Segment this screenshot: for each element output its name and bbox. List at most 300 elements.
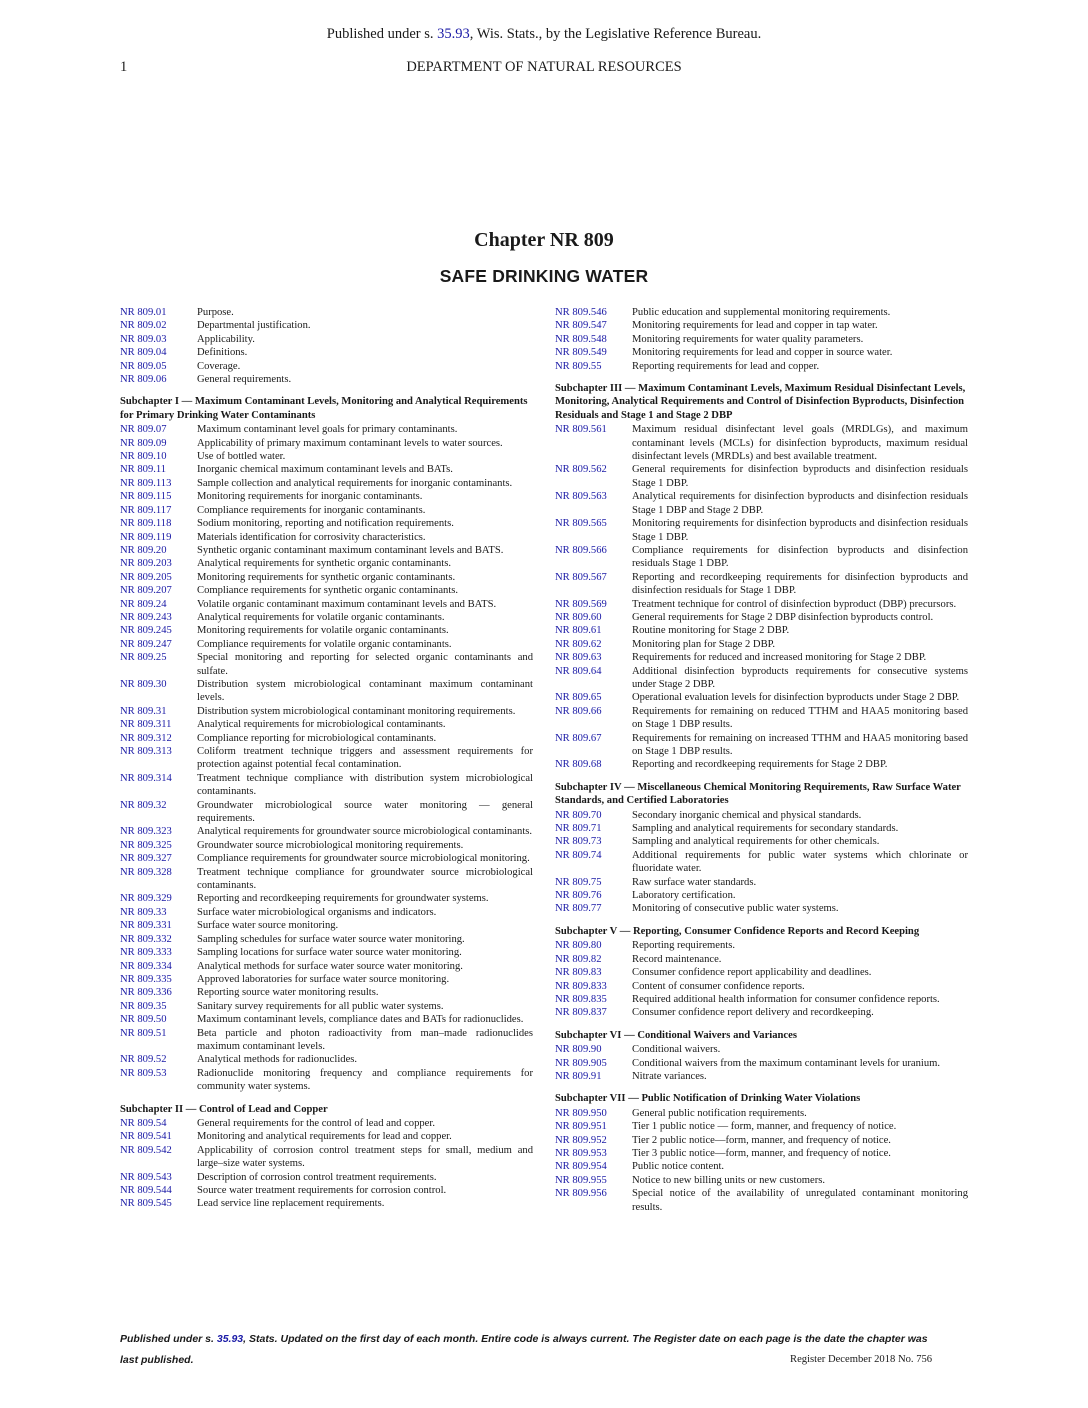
toc-entry bbox=[120, 306, 533, 319]
toc-entry bbox=[555, 306, 968, 319]
section-title: Public notice content. bbox=[632, 1161, 725, 1173]
section-link[interactable]: NR 809.05 bbox=[120, 360, 167, 372]
section-link[interactable]: NR 809.328 bbox=[120, 866, 172, 878]
section-link[interactable]: NR 809.67 bbox=[555, 732, 602, 744]
section-link[interactable]: NR 809.544 bbox=[120, 1185, 172, 1196]
section-link[interactable]: NR 809.203 bbox=[120, 558, 172, 570]
section-title: Analytical requirements for volatile organic contaminants. bbox=[197, 611, 445, 623]
toc-entry bbox=[555, 691, 968, 704]
section-link[interactable]: NR 809.90 bbox=[555, 1044, 602, 1056]
toc-entry bbox=[120, 1013, 533, 1026]
toc-entry bbox=[555, 889, 968, 902]
section-title: Monitoring and analytical requirements for lead and copper. bbox=[197, 1131, 452, 1143]
toc-entry bbox=[120, 373, 533, 386]
section-title: Sampling and analytical requirements for other chemicals. bbox=[632, 836, 880, 848]
section-title: Monitoring plan for Stage 2 DBP. bbox=[632, 638, 776, 650]
toc-entry bbox=[120, 1171, 533, 1184]
section-link[interactable]: NR 809.65 bbox=[555, 692, 602, 704]
section-title: Surface water microbiological organisms and indicators. bbox=[197, 906, 437, 918]
department-header: DEPARTMENT OF NATURAL RESOURCES bbox=[406, 59, 682, 75]
published-prefix: Published under s. bbox=[326, 26, 438, 42]
section-title: Surface water source monitoring. bbox=[197, 920, 339, 932]
section-link[interactable]: NR 809.11 bbox=[120, 464, 167, 476]
section-title: Requirements for remaining on increased TTHM and HAA5 monitoring based on Stage 1 DBP results. bbox=[632, 732, 968, 757]
section-link[interactable]: NR 809.566 bbox=[555, 544, 607, 556]
section-link[interactable]: NR 809.207 bbox=[120, 585, 172, 597]
toc-entry bbox=[120, 973, 533, 986]
section-title: Use of bottled water. bbox=[197, 451, 286, 463]
toc-entry bbox=[555, 1070, 968, 1083]
section-link[interactable]: NR 809.32 bbox=[120, 799, 167, 811]
section-title: Monitoring of consecutive public water systems. bbox=[632, 903, 839, 915]
section-title: Monitoring requirements for synthetic organic contaminants. bbox=[197, 571, 456, 583]
section-link[interactable]: NR 809.243 bbox=[120, 611, 172, 623]
section-link[interactable]: NR 809.03 bbox=[120, 333, 167, 345]
toc-entry bbox=[555, 1160, 968, 1173]
toc-entry bbox=[555, 953, 968, 966]
section-title: Sampling and analytical requirements for secondary standards. bbox=[632, 823, 899, 835]
toc-entry bbox=[120, 1067, 533, 1094]
section-link[interactable]: NR 809.60 bbox=[555, 611, 602, 623]
toc-entry bbox=[120, 1144, 533, 1171]
section-link[interactable]: NR 809.334 bbox=[120, 960, 172, 972]
toc-entry bbox=[555, 517, 968, 544]
section-title: Compliance requirements for volatile organic contaminants. bbox=[197, 638, 452, 650]
subchapter-heading: Subchapter I — Maximum Contaminant Levels, Monitoring and Analytical Requirements for Primary Drinking Water Contaminants bbox=[120, 396, 528, 421]
section-link[interactable]: NR 809.50 bbox=[120, 1014, 167, 1026]
toc-entry bbox=[555, 993, 968, 1006]
section-link[interactable]: NR 809.905 bbox=[555, 1057, 607, 1069]
section-title: Purpose. bbox=[197, 307, 234, 318]
section-title: Beta particle and photon radioactivity from man–made radionuclides maximum contaminant levels. bbox=[197, 1027, 533, 1052]
section-title: Analytical methods for surface water source water monitoring. bbox=[197, 960, 463, 972]
section-title: Public education and supplemental monitoring requirements. bbox=[632, 307, 891, 318]
section-title: Reporting requirements. bbox=[632, 940, 735, 952]
toc-entry bbox=[555, 809, 968, 822]
section-title: Additional requirements for public water systems which chlorinate or fluoridate water. bbox=[632, 849, 968, 875]
toc-entry bbox=[555, 571, 968, 598]
section-link[interactable]: NR 809.833 bbox=[555, 980, 607, 992]
toc-entry bbox=[555, 651, 968, 664]
toc-entry bbox=[120, 584, 533, 597]
section-title: Additional disinfection byproducts requirements for consecutive systems under Stage 2 DBP. bbox=[632, 665, 968, 690]
toc-entry bbox=[120, 1184, 533, 1197]
section-title: Special notice of the availability of unregulated contaminant monitoring results. bbox=[632, 1188, 968, 1213]
toc-entry bbox=[555, 939, 968, 952]
section-link[interactable]: NR 809.09 bbox=[120, 437, 167, 449]
section-link[interactable]: NR 809.91 bbox=[555, 1070, 602, 1082]
section-title: Distribution system microbiological contaminant maximum contaminant levels. bbox=[197, 678, 533, 704]
toc-entry bbox=[120, 504, 533, 517]
toc-entry bbox=[120, 571, 533, 584]
register-date: Register December 2018 No. 756 bbox=[790, 1354, 933, 1365]
section-link[interactable]: NR 809.835 bbox=[555, 993, 607, 1005]
section-link[interactable]: NR 809.118 bbox=[120, 518, 172, 530]
section-title: Secondary inorganic chemical and physical standards. bbox=[632, 809, 862, 821]
section-link[interactable]: NR 809.113 bbox=[120, 477, 172, 489]
toc-entry bbox=[120, 517, 533, 530]
section-title: Operational evaluation levels for disinfection byproducts under Stage 2 DBP. bbox=[632, 692, 960, 704]
section-link[interactable]: NR 809.953 bbox=[555, 1147, 607, 1159]
section-title: Analytical requirements for disinfection byproducts and disinfection residuals Stage 1 DBP and Stage 2 DBP. bbox=[632, 491, 968, 516]
subchapter-heading: Subchapter VI — Conditional Waivers and Variances bbox=[555, 1029, 797, 1041]
section-title: Departmental justification. bbox=[197, 320, 311, 332]
section-title: Routine monitoring for Stage 2 DBP. bbox=[632, 625, 790, 637]
section-link[interactable]: NR 809.567 bbox=[555, 571, 607, 583]
section-link[interactable]: NR 809.51 bbox=[120, 1027, 167, 1039]
toc-entry bbox=[120, 557, 533, 570]
toc-entry bbox=[555, 1006, 968, 1019]
section-link[interactable]: NR 809.66 bbox=[555, 705, 602, 717]
section-link[interactable]: NR 809.956 bbox=[555, 1188, 607, 1200]
toc-entry bbox=[120, 933, 533, 946]
section-link[interactable]: NR 809.61 bbox=[555, 625, 602, 637]
section-link[interactable]: NR 809.06 bbox=[120, 374, 167, 386]
section-title: Maximum contaminant levels, compliance dates and BATs for radionuclides. bbox=[197, 1014, 524, 1026]
section-title: Tier 3 public notice—form, manner, and frequency of notice. bbox=[632, 1147, 891, 1159]
section-title: General requirements for the control of lead and copper. bbox=[197, 1117, 435, 1129]
toc-entry bbox=[555, 1187, 968, 1214]
section-title: Volatile organic contaminant maximum contaminant levels and BATS. bbox=[197, 598, 497, 610]
section-link[interactable]: NR 809.547 bbox=[555, 320, 607, 332]
toc-entry bbox=[120, 1027, 533, 1054]
section-link[interactable]: NR 809.35 bbox=[120, 1000, 167, 1012]
section-link[interactable]: NR 809.313 bbox=[120, 746, 172, 757]
section-link[interactable]: NR 809.75 bbox=[555, 876, 602, 888]
section-link[interactable]: NR 809.542 bbox=[120, 1144, 172, 1156]
section-link[interactable]: NR 809.565 bbox=[555, 518, 607, 530]
section-link[interactable]: NR 809.31 bbox=[120, 705, 167, 717]
section-title: Groundwater source microbiological monitoring requirements. bbox=[197, 839, 464, 851]
section-link[interactable]: NR 809.569 bbox=[555, 598, 607, 610]
toc-entry bbox=[555, 732, 968, 759]
section-link[interactable]: NR 809.52 bbox=[120, 1054, 167, 1066]
toc-entry bbox=[555, 980, 968, 993]
section-title: Monitoring requirements for volatile organic contaminants. bbox=[197, 625, 449, 637]
toc-entry bbox=[120, 651, 533, 678]
section-link[interactable]: NR 809.30 bbox=[120, 678, 167, 690]
section-link[interactable]: NR 809.563 bbox=[555, 491, 607, 503]
toc-entry bbox=[555, 333, 968, 346]
published-notice bbox=[0, 26, 1088, 43]
toc-entry bbox=[120, 772, 533, 799]
section-link[interactable]: NR 809.83 bbox=[555, 967, 602, 979]
section-title: General requirements. bbox=[197, 374, 292, 386]
toc-entry bbox=[120, 946, 533, 959]
section-title: Reporting and recordkeeping requirements for groundwater systems. bbox=[197, 893, 489, 905]
toc-entry bbox=[120, 1000, 533, 1013]
section-link[interactable]: NR 809.331 bbox=[120, 920, 172, 932]
section-title: Sampling schedules for surface water source water monitoring. bbox=[197, 933, 465, 945]
toc-entry bbox=[555, 1174, 968, 1187]
toc-entry bbox=[555, 876, 968, 889]
section-title: Compliance requirements for disinfection byproducts and disinfection residuals Stage 1 DBP. bbox=[632, 544, 968, 570]
toc-entry bbox=[120, 852, 533, 865]
section-link[interactable]: NR 809.68 bbox=[555, 759, 602, 771]
section-link[interactable]: NR 809.80 bbox=[555, 940, 602, 952]
section-title: Analytical methods for radionuclides. bbox=[197, 1054, 358, 1066]
toc-entry bbox=[120, 906, 533, 919]
toc-entry bbox=[120, 678, 533, 705]
toc-entry bbox=[120, 450, 533, 463]
section-title: Analytical requirements for groundwater source microbiological contaminants. bbox=[197, 826, 533, 838]
footer-note-prefix: Published under s. bbox=[120, 1333, 217, 1345]
section-title: Raw surface water standards. bbox=[632, 876, 757, 888]
section-link[interactable]: NR 809.119 bbox=[120, 531, 172, 543]
toc-entry bbox=[555, 611, 968, 624]
section-title: Approved laboratories for surface water source monitoring. bbox=[197, 973, 450, 985]
section-title: Definitions. bbox=[197, 347, 248, 359]
section-link[interactable]: NR 809.24 bbox=[120, 598, 167, 610]
section-link[interactable]: NR 809.70 bbox=[555, 809, 602, 821]
section-link[interactable]: NR 809.247 bbox=[120, 638, 172, 650]
section-title: Sodium monitoring, reporting and notification requirements. bbox=[197, 518, 454, 530]
toc-entry bbox=[120, 799, 533, 826]
toc-entry bbox=[120, 892, 533, 905]
toc-entry bbox=[555, 490, 968, 517]
section-title: Reporting requirements for lead and copper. bbox=[632, 360, 820, 372]
section-title: Coliform treatment technique triggers and assessment requirements for protection against potential fecal contamination. bbox=[197, 746, 533, 771]
section-link[interactable]: NR 809.20 bbox=[120, 544, 167, 556]
section-link[interactable]: NR 809.01 bbox=[120, 307, 167, 318]
section-title: Consumer confidence report delivery and recordkeeping. bbox=[632, 1007, 874, 1019]
toc-entry bbox=[555, 638, 968, 651]
toc-entry bbox=[555, 1120, 968, 1133]
section-link[interactable]: NR 809.332 bbox=[120, 933, 172, 945]
section-link[interactable]: NR 809.955 bbox=[555, 1174, 607, 1186]
section-link[interactable]: NR 809.952 bbox=[555, 1134, 607, 1146]
section-title: Monitoring requirements for lead and copper in source water. bbox=[632, 347, 893, 359]
section-link[interactable]: NR 809.71 bbox=[555, 823, 602, 835]
toc-entry bbox=[555, 360, 968, 373]
section-title: Treatment technique for control of disinfection byproduct (DBP) precursors. bbox=[632, 598, 957, 610]
section-link[interactable]: NR 809.333 bbox=[120, 947, 172, 959]
toc-entry bbox=[120, 1130, 533, 1143]
section-title: Applicability. bbox=[197, 333, 255, 345]
toc-entry bbox=[120, 531, 533, 544]
section-title: Radionuclide monitoring frequency and compliance requirements for community water systems. bbox=[197, 1067, 533, 1093]
subchapter-heading: Subchapter VII — Public Notification of Drinking Water Violations bbox=[555, 1093, 861, 1105]
section-title: Consumer confidence report applicability and deadlines. bbox=[632, 967, 872, 979]
toc-entry bbox=[555, 665, 968, 692]
section-title: Compliance requirements for inorganic contaminants. bbox=[197, 504, 426, 516]
section-link[interactable]: NR 809.55 bbox=[555, 360, 602, 372]
section-link[interactable]: NR 809.07 bbox=[120, 424, 167, 436]
toc-entry bbox=[120, 423, 533, 436]
section-title: Analytical requirements for synthetic organic contaminants. bbox=[197, 558, 451, 570]
section-link[interactable]: NR 809.336 bbox=[120, 987, 172, 999]
section-link[interactable]: NR 809.545 bbox=[120, 1198, 172, 1210]
toc-entry bbox=[120, 463, 533, 476]
toc-left-column bbox=[120, 306, 533, 1211]
toc-entry bbox=[555, 822, 968, 835]
section-title: Required additional health information for consumer confidence reports. bbox=[632, 993, 940, 1005]
toc-entry bbox=[555, 1043, 968, 1056]
toc-entry bbox=[555, 463, 968, 490]
toc-entry bbox=[555, 1147, 968, 1160]
section-title: Materials identification for corrosivity characteristics. bbox=[197, 531, 426, 543]
section-link[interactable]: NR 809.950 bbox=[555, 1107, 607, 1119]
toc-entry bbox=[120, 960, 533, 973]
toc-entry bbox=[555, 544, 968, 571]
section-title: General requirements for disinfection byproducts and disinfection residuals Stage 1 DBP. bbox=[632, 464, 968, 489]
subchapter-heading: Subchapter II — Control of Lead and Copper bbox=[120, 1103, 328, 1115]
section-title: Analytical requirements for microbiological contaminants. bbox=[197, 719, 446, 731]
section-link[interactable]: NR 809.546 bbox=[555, 307, 607, 318]
toc-entry bbox=[555, 705, 968, 732]
statute-link[interactable]: 35.93 bbox=[437, 26, 470, 42]
toc-entry bbox=[555, 835, 968, 848]
section-link[interactable]: NR 809.76 bbox=[555, 890, 602, 902]
section-title: Monitoring requirements for water quality parameters. bbox=[632, 333, 864, 345]
toc-entry bbox=[120, 624, 533, 637]
section-title: Maximum residual disinfectant level goals (MRDLGs), and maximum contaminant levels (MCLs) for disinfection byproducts, maximum residual disinfectant levels (MRDLs) and best available treatment. bbox=[632, 424, 968, 463]
section-title: Monitoring requirements for disinfection byproducts and disinfection residuals Stage 1 DBP. bbox=[632, 518, 968, 543]
toc-entry bbox=[120, 732, 533, 745]
section-link[interactable]: NR 809.04 bbox=[120, 347, 167, 359]
subchapter-heading: Subchapter III — Maximum Contaminant Levels, Maximum Residual Disinfectant Levels, Monitoring, Analytical Requirements and Control of Disinfection Byproducts, Disinfection Residuals and Stage 1 and Stage 2 DBP bbox=[555, 383, 966, 421]
section-link[interactable]: NR 809.117 bbox=[120, 504, 172, 516]
section-link[interactable]: NR 809.25 bbox=[120, 652, 167, 664]
section-title: Applicability of corrosion control treatment steps for small, medium and large–size water systems. bbox=[197, 1144, 533, 1170]
toc-entry bbox=[120, 346, 533, 359]
toc-entry bbox=[120, 718, 533, 731]
section-title: Compliance requirements for synthetic organic contaminants. bbox=[197, 585, 459, 597]
footer-statute-link[interactable]: 35.93 bbox=[216, 1333, 244, 1345]
section-link[interactable]: NR 809.549 bbox=[555, 347, 607, 359]
toc-entry bbox=[555, 849, 968, 876]
section-link[interactable]: NR 809.115 bbox=[120, 491, 172, 503]
section-link[interactable]: NR 809.837 bbox=[555, 1007, 607, 1019]
toc-right-column bbox=[555, 306, 968, 1214]
page-number: 1 bbox=[120, 59, 128, 75]
section-title: Monitoring requirements for inorganic contaminants. bbox=[197, 491, 423, 503]
section-link[interactable]: NR 809.323 bbox=[120, 826, 172, 838]
section-link[interactable]: NR 809.335 bbox=[120, 973, 172, 985]
toc-entry bbox=[555, 423, 968, 463]
section-title: Special monitoring and reporting for selected organic contaminants and sulfate. bbox=[197, 652, 533, 677]
toc-entry bbox=[120, 598, 533, 611]
toc-entry bbox=[555, 1107, 968, 1120]
toc-entry bbox=[120, 544, 533, 557]
section-link[interactable]: NR 809.543 bbox=[120, 1171, 172, 1183]
section-link[interactable]: NR 809.562 bbox=[555, 464, 607, 476]
section-title: Coverage. bbox=[197, 360, 241, 372]
section-link[interactable]: NR 809.541 bbox=[120, 1131, 172, 1143]
section-link[interactable]: NR 809.63 bbox=[555, 652, 602, 664]
section-link[interactable]: NR 809.314 bbox=[120, 772, 172, 784]
toc-entry bbox=[120, 1197, 533, 1210]
toc-entry bbox=[120, 333, 533, 346]
toc-entry bbox=[120, 611, 533, 624]
toc-entry bbox=[120, 825, 533, 838]
section-title: Distribution system microbiological contaminant monitoring requirements. bbox=[197, 705, 516, 717]
toc-entry bbox=[120, 705, 533, 718]
section-link[interactable]: NR 809.329 bbox=[120, 893, 172, 905]
section-link[interactable]: NR 809.64 bbox=[555, 665, 602, 677]
toc-entry bbox=[555, 902, 968, 915]
toc-entry bbox=[555, 319, 968, 332]
section-title: Requirements for reduced and increased monitoring for Stage 2 DBP. bbox=[632, 652, 927, 664]
section-link[interactable]: NR 809.548 bbox=[555, 333, 607, 345]
section-title: Description of corrosion control treatment requirements. bbox=[197, 1171, 437, 1183]
section-link[interactable]: NR 809.205 bbox=[120, 571, 172, 583]
section-title: Record maintenance. bbox=[632, 953, 722, 965]
toc-entry bbox=[555, 1134, 968, 1147]
toc-entry bbox=[120, 866, 533, 893]
chapter-title: Chapter NR 809 bbox=[474, 229, 614, 251]
footer-note-suffix: , Stats. Updated on the first day of each month. Entire code is always current. The Register date on each page is the date the chapter was last published. bbox=[120, 1333, 928, 1366]
toc-entry bbox=[555, 1057, 968, 1070]
toc-entry bbox=[120, 1053, 533, 1066]
section-title: Notice to new billing units or new customers. bbox=[632, 1174, 826, 1186]
section-link[interactable]: NR 809.74 bbox=[555, 849, 602, 861]
section-title: Sampling locations for surface water source water monitoring. bbox=[197, 947, 462, 959]
section-link[interactable]: NR 809.10 bbox=[120, 451, 167, 463]
toc-entry bbox=[555, 966, 968, 979]
subchapter-heading: Subchapter V — Reporting, Consumer Confidence Reports and Record Keeping bbox=[555, 925, 920, 937]
toc-entry bbox=[120, 1117, 533, 1130]
section-link[interactable]: NR 809.53 bbox=[120, 1067, 167, 1079]
section-title: Tier 1 public notice — form, manner, and frequency of notice. bbox=[632, 1121, 897, 1133]
section-link[interactable]: NR 809.77 bbox=[555, 903, 602, 915]
section-link[interactable]: NR 809.62 bbox=[555, 638, 602, 650]
toc-entry bbox=[120, 490, 533, 503]
toc-entry bbox=[120, 839, 533, 852]
section-title: Treatment technique compliance with distribution system microbiological contaminants. bbox=[197, 772, 533, 798]
section-title: General requirements for Stage 2 DBP disinfection byproducts control. bbox=[632, 611, 934, 623]
toc-entry bbox=[120, 919, 533, 932]
toc-entry bbox=[120, 437, 533, 450]
toc-entry bbox=[120, 638, 533, 651]
section-title: Synthetic organic contaminant maximum contaminant levels and BATS. bbox=[197, 544, 504, 556]
toc-entry bbox=[120, 319, 533, 332]
section-link[interactable]: NR 809.311 bbox=[120, 719, 172, 731]
section-link[interactable]: NR 809.82 bbox=[555, 953, 602, 965]
section-title: General public notification requirements. bbox=[632, 1107, 807, 1119]
section-title: Lead service line replacement requirements. bbox=[197, 1198, 385, 1210]
section-title: Reporting source water monitoring results. bbox=[197, 987, 379, 999]
toc-entry bbox=[555, 346, 968, 359]
chapter-subtitle: SAFE DRINKING WATER bbox=[439, 266, 649, 286]
toc-entry bbox=[555, 598, 968, 611]
section-title: Applicability of primary maximum contaminant levels to water sources. bbox=[197, 437, 503, 449]
section-title: Sample collection and analytical requirements for inorganic contaminants. bbox=[197, 477, 513, 489]
section-link[interactable]: NR 809.54 bbox=[120, 1117, 167, 1129]
section-link[interactable]: NR 809.327 bbox=[120, 853, 172, 865]
section-title: Reporting and recordkeeping requirements for disinfection byproducts and disinfection residuals for Stage 1 DBP. bbox=[632, 571, 968, 597]
section-title: Content of consumer confidence reports. bbox=[632, 980, 805, 992]
section-link[interactable]: NR 809.02 bbox=[120, 320, 167, 332]
section-link[interactable]: NR 809.325 bbox=[120, 839, 172, 851]
section-title: Monitoring requirements for lead and copper in tap water. bbox=[632, 320, 878, 332]
section-title: Requirements for remaining on reduced TTHM and HAA5 monitoring based on Stage 1 DBP results. bbox=[632, 705, 968, 731]
section-link[interactable]: NR 809.73 bbox=[555, 836, 602, 848]
section-link[interactable]: NR 809.954 bbox=[555, 1161, 607, 1173]
section-link[interactable]: NR 809.561 bbox=[555, 424, 607, 436]
section-link[interactable]: NR 809.312 bbox=[120, 732, 172, 744]
published-suffix: , Wis. Stats., by the Legislative Reference Bureau. bbox=[469, 26, 762, 42]
section-link[interactable]: NR 809.951 bbox=[555, 1121, 607, 1133]
section-title: Laboratory certification. bbox=[632, 890, 736, 902]
section-link[interactable]: NR 809.33 bbox=[120, 906, 167, 918]
toc-entry bbox=[120, 986, 533, 999]
section-link[interactable]: NR 809.245 bbox=[120, 625, 172, 637]
section-title: Sanitary survey requirements for all public water systems. bbox=[197, 1000, 444, 1012]
section-title: Treatment technique compliance for groundwater source microbiological contaminants. bbox=[197, 866, 533, 892]
section-title: Reporting and recordkeeping requirements for Stage 2 DBP. bbox=[632, 759, 888, 771]
section-title: Compliance requirements for groundwater source microbiological monitoring. bbox=[197, 853, 530, 865]
